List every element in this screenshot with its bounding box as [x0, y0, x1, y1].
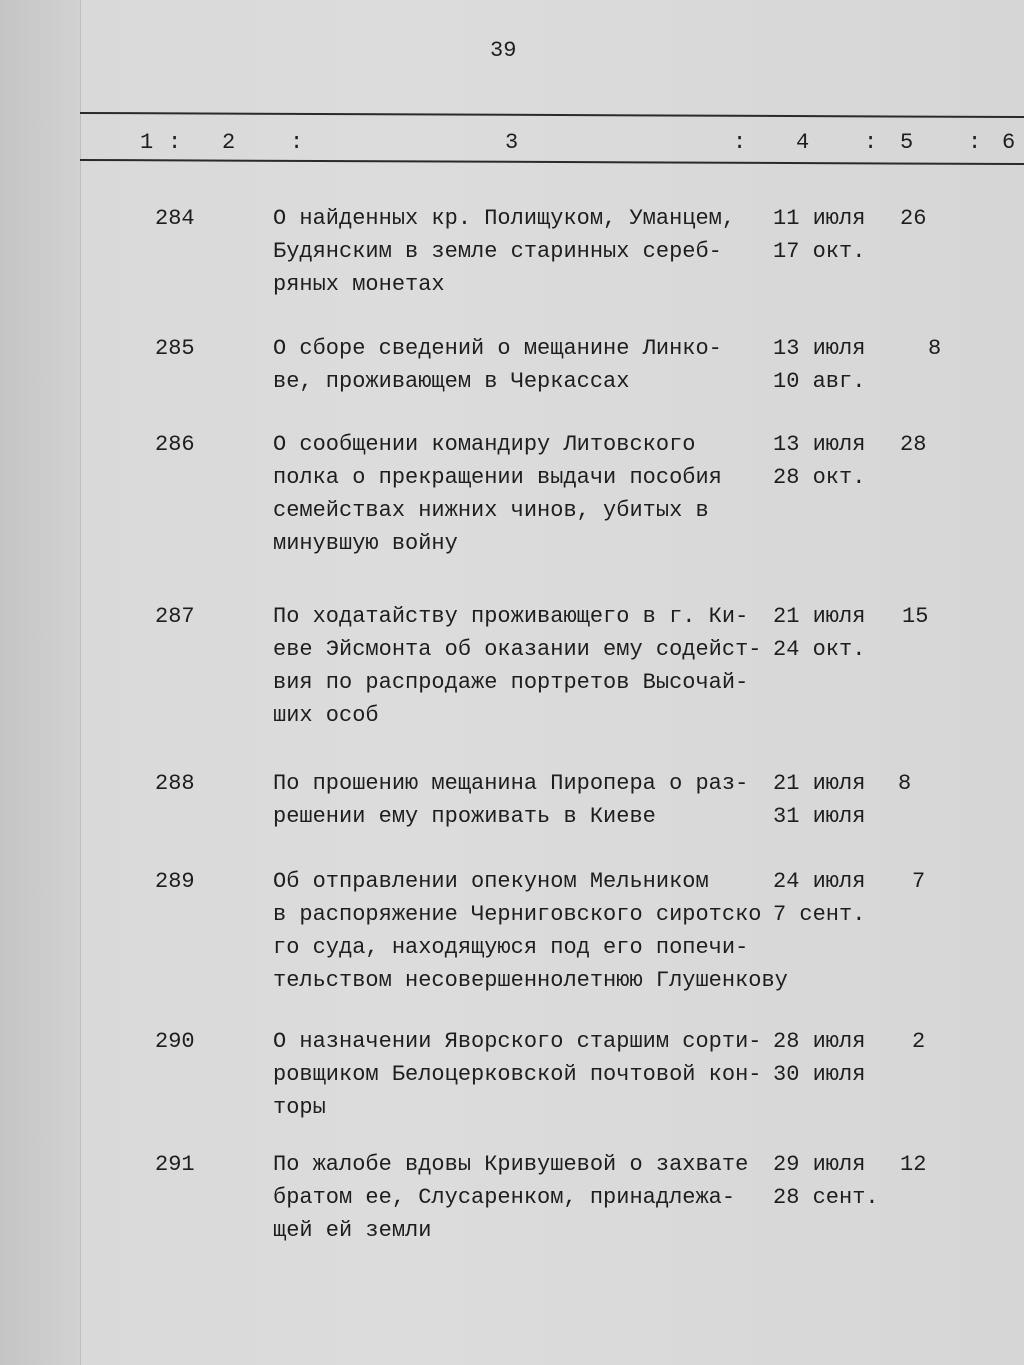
start-date: 29 июля — [773, 1152, 866, 1177]
end-date: 17 окт. — [773, 239, 866, 264]
start-date: 24 июля — [773, 869, 866, 894]
description-line: ших особ — [273, 703, 379, 728]
row-description — [273, 428, 722, 560]
row-number: 287 — [155, 604, 195, 629]
row-description — [273, 600, 761, 732]
sheet-count: 12 — [900, 1152, 927, 1177]
row-number: 285 — [155, 336, 195, 361]
row-dates — [773, 865, 865, 931]
start-date: 21 июля — [773, 771, 866, 796]
header-sep: : — [733, 130, 747, 155]
end-date: 31 июля — [773, 804, 866, 829]
start-date: 13 июля — [773, 432, 866, 457]
sheet-count: 7 — [912, 869, 926, 894]
description-line: братом ее, Слусаренком, принадлежа- — [273, 1185, 736, 1210]
row-number: 284 — [155, 206, 195, 231]
header-bottom-rule — [80, 159, 1024, 165]
row-description — [273, 332, 722, 398]
start-date: 13 июля — [773, 336, 866, 361]
sheet-count: 8 — [928, 336, 942, 361]
description-line: По ходатайству проживающего в г. Ки- — [273, 604, 749, 629]
row-dates — [773, 428, 865, 494]
row-description — [273, 767, 748, 833]
end-date: 28 окт. — [773, 465, 866, 490]
sheet-count: 2 — [912, 1029, 926, 1054]
sheet-count: 8 — [898, 771, 912, 796]
row-number: 288 — [155, 771, 195, 796]
row-description — [273, 1148, 748, 1247]
description-line: вия по распродаже портретов Высочай- — [273, 670, 749, 695]
row-dates — [773, 1025, 865, 1091]
row-dates — [773, 767, 865, 833]
header-sep: : — [290, 130, 304, 155]
adjacent-page-edge — [0, 0, 81, 1365]
page-number: 39 — [490, 38, 517, 63]
end-date: 28 сент. — [773, 1185, 879, 1210]
row-dates — [773, 600, 865, 666]
sheet-count: 26 — [900, 206, 927, 231]
sheet-count: 28 — [900, 432, 927, 457]
description-line: По жалобе вдовы Кривушевой о захвате — [273, 1152, 749, 1177]
description-line: решении ему проживать в Киеве — [273, 804, 656, 829]
description-line: ряных монетах — [273, 272, 445, 297]
row-dates — [773, 202, 865, 268]
row-description — [273, 865, 788, 997]
description-line: еве Эйсмонта об оказании ему содейст- — [273, 637, 762, 662]
end-date: 24 окт. — [773, 637, 866, 662]
row-description — [273, 202, 735, 301]
description-line: ве, проживающем в Черкассах — [273, 369, 630, 394]
description-line: полка о прекращении выдачи пособия — [273, 465, 722, 490]
description-line: Будянским в земле старинных сереб- — [273, 239, 722, 264]
end-date: 30 июля — [773, 1062, 866, 1087]
description-line: торы — [273, 1095, 326, 1120]
end-date: 10 авг. — [773, 369, 866, 394]
header-col-3: 3 — [505, 130, 519, 155]
description-line: По прошению мещанина Пиропера о раз- — [273, 771, 749, 796]
start-date: 21 июля — [773, 604, 866, 629]
header-sep: : — [968, 130, 982, 155]
description-line: го суда, находящуюся под его попечи- — [273, 935, 749, 960]
header-col-6: 6 — [1002, 130, 1016, 155]
header-col-2: 2 — [222, 130, 236, 155]
description-line: семействах нижних чинов, убитых в — [273, 498, 709, 523]
row-description — [273, 1025, 761, 1124]
header-sep: : — [864, 130, 878, 155]
description-line: О назначении Яворского старшим сорти- — [273, 1029, 762, 1054]
row-dates — [773, 332, 865, 398]
start-date: 28 июля — [773, 1029, 866, 1054]
header-sep: : — [168, 130, 182, 155]
description-line: щей ей земли — [273, 1218, 432, 1243]
end-date: 7 сент. — [773, 902, 866, 927]
description-line: ровщиком Белоцерковской почтовой кон- — [273, 1062, 762, 1087]
header-col-1: 1 — [140, 130, 154, 155]
description-line: тельством несовершеннолетнюю Глушенкову — [273, 968, 788, 993]
row-number: 286 — [155, 432, 195, 457]
row-number: 291 — [155, 1152, 195, 1177]
header-top-rule — [80, 112, 1024, 118]
description-line: О сообщении командиру Литовского — [273, 432, 696, 457]
description-line: в распоряжение Черниговского сиротско — [273, 902, 762, 927]
header-col-5: 5 — [900, 130, 914, 155]
description-line: О найденных кр. Полищуком, Уманцем, — [273, 206, 736, 231]
sheet-count: 15 — [902, 604, 929, 629]
description-line: О сборе сведений о мещанине Линко- — [273, 336, 722, 361]
row-dates — [773, 1148, 879, 1214]
row-number: 289 — [155, 869, 195, 894]
description-line: минувшую войну — [273, 531, 458, 556]
header-col-4: 4 — [796, 130, 810, 155]
description-line: Об отправлении опекуном Мельником — [273, 869, 709, 894]
start-date: 11 июля — [773, 206, 866, 231]
row-number: 290 — [155, 1029, 195, 1054]
